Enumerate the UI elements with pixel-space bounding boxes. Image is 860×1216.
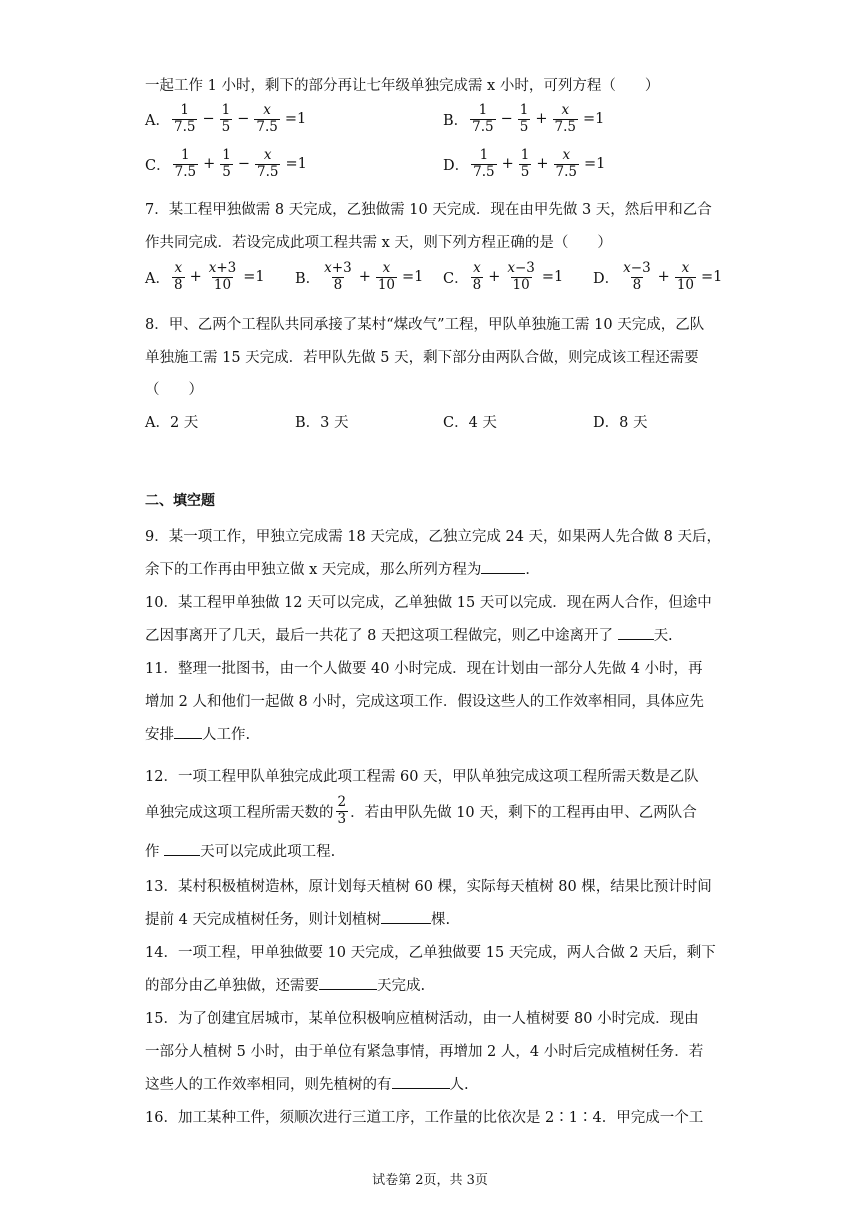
- fraction-numerator: x+3: [324, 260, 352, 276]
- q15-answer-blank[interactable]: [392, 1076, 450, 1089]
- q14-line2: [145, 974, 425, 995]
- fraction-numerator: x: [263, 102, 271, 118]
- fraction-numerator: x: [562, 147, 571, 163]
- operator: −: [202, 111, 215, 128]
- fraction-denominator: 8: [333, 276, 343, 293]
- q7-option-a[interactable]: [145, 261, 268, 293]
- q9-answer-blank[interactable]: [481, 561, 525, 574]
- option-label: C．: [145, 157, 171, 174]
- fraction-denominator: 7.5: [174, 163, 197, 180]
- operator: −: [237, 156, 250, 173]
- fraction: [173, 148, 198, 180]
- q13-answer-blank[interactable]: [381, 911, 431, 924]
- q12-text-end: 天可以完成此项工程.: [200, 844, 336, 860]
- fraction-numerator: x: [382, 260, 391, 276]
- q12-fraction: [336, 795, 349, 827]
- q8-line2: 单独施工需 15 天完成．若甲队先做 5 天，剩下部分由两队合做，则完成该工程还需要: [145, 350, 699, 366]
- equation-rhs: =1: [285, 156, 307, 173]
- fraction-numerator: 1: [520, 147, 530, 163]
- q8-option-d[interactable]: D．8 天: [593, 415, 648, 431]
- operator: +: [203, 156, 216, 173]
- q15-line2: 一部分人植树 5 小时，由于单位有紧急事情，再增加 2 人，4 小时后完成植树任务．若: [145, 1044, 704, 1060]
- fraction: [553, 103, 578, 135]
- q10-text-end: 天.: [653, 628, 673, 644]
- fraction: [519, 148, 532, 180]
- fraction: [322, 261, 354, 293]
- operator: +: [488, 269, 501, 286]
- fraction-numerator: x−3: [623, 260, 651, 276]
- operator: +: [189, 269, 202, 286]
- q9-line1: 9．某一项工作，甲独立完成需 18 天完成，乙独立完成 24 天，如果两人先合做 8 天后，: [145, 529, 722, 545]
- page-footer: 试卷第 2页，共 3页: [372, 1173, 488, 1188]
- section-heading-fill-blank: 二、填空题: [145, 493, 215, 509]
- q10-line2: [145, 624, 673, 645]
- fraction-numerator: x: [263, 147, 272, 163]
- fraction-denominator: 7.5: [257, 163, 279, 180]
- equation-rhs: =1: [541, 269, 564, 286]
- fraction-numerator: 1: [180, 102, 190, 118]
- fraction-denominator: 8: [173, 276, 183, 293]
- fraction: [172, 261, 185, 293]
- q9-line2: [145, 558, 540, 579]
- fraction-numerator: 1: [221, 102, 231, 118]
- operator: −: [500, 111, 513, 128]
- fraction-denominator: 10: [377, 276, 396, 293]
- q11-answer-blank[interactable]: [174, 726, 202, 739]
- fraction-denominator: 7.5: [473, 163, 495, 180]
- fraction-denominator: 10: [512, 276, 530, 293]
- fraction: [471, 148, 496, 180]
- fraction-denominator: 8: [472, 276, 482, 293]
- option-label: A．: [145, 270, 170, 287]
- fraction: [621, 261, 653, 293]
- equation-rhs: =1: [583, 111, 605, 128]
- operator: +: [657, 269, 670, 286]
- q15-text-end: 人.: [449, 1077, 469, 1093]
- equation-rhs: =1: [584, 156, 606, 173]
- q12-frac-den: 3: [337, 810, 347, 827]
- equation-rhs: =1: [284, 111, 307, 128]
- equation-rhs: =1: [243, 269, 265, 286]
- fraction: [255, 148, 280, 180]
- option-label: C．: [443, 270, 469, 287]
- q16-line1: 16．加工某种工件，须顺次进行三道工序，工作量的比依次是 2∶1∶4．甲完成一个工: [145, 1110, 704, 1126]
- q12-text-start: 作: [145, 844, 165, 860]
- fraction: [675, 261, 696, 293]
- fraction-denominator: 7.5: [472, 118, 494, 135]
- q10-answer-blank[interactable]: [618, 627, 654, 640]
- q14-text-end: 天完成.: [377, 978, 426, 994]
- q14-text: 的部分由乙单独做，还需要: [145, 978, 319, 994]
- q13-line1: 13．某村积极植树造林，原计划每天植树 60 棵，实际每天植树 80 棵，结果比预计时间: [145, 879, 712, 895]
- fraction-numerator: x: [681, 260, 690, 276]
- q14-answer-blank[interactable]: [319, 977, 377, 990]
- q11-text: 安排: [145, 727, 174, 743]
- fraction-numerator: 1: [181, 147, 190, 163]
- fraction-numerator: 1: [478, 102, 488, 118]
- q13-text: 提前 4 天完成植树任务，则计划植树: [145, 912, 381, 928]
- fraction: [220, 148, 233, 180]
- q12-line3: [145, 840, 335, 861]
- q8-option-b[interactable]: B．3 天: [295, 415, 349, 431]
- q11-line2: 增加 2 人和他们一起做 8 小时，完成这项工作．假设这些人的工作效率相同，具体应先: [145, 694, 704, 710]
- fraction: [518, 103, 531, 135]
- q12-line2: [145, 795, 697, 827]
- q8-line3: （ ）: [145, 382, 203, 398]
- fraction-denominator: 7.5: [554, 118, 577, 135]
- q9-text-end: ．: [525, 562, 540, 578]
- q9-text: 余下的工作再由甲独立做 x 天完成，那么所列方程为: [145, 562, 482, 578]
- option-label: D．: [593, 270, 620, 287]
- q8-line1: 8．甲、乙两个工程队共同承接了某村“煤改气”工程，甲队单独施工需 10 天完成，乙队: [145, 317, 705, 333]
- fraction: [172, 103, 197, 135]
- option-label: D．: [443, 157, 470, 174]
- fraction-numerator: x: [473, 260, 481, 276]
- fraction-denominator: 7.5: [555, 163, 578, 180]
- q7-option-b[interactable]: [295, 261, 426, 293]
- q12-text-mid: ．若由甲队先做 10 天，剩下的工程再由甲、乙两队合: [350, 804, 697, 821]
- q15-line3: [145, 1073, 469, 1094]
- fraction-denominator: 8: [632, 276, 642, 293]
- q7-line2: 作共同完成．若设完成此项工程共需 x 天，则下列方程正确的是（ ）: [145, 235, 612, 251]
- q15-line1: 15．为了创建宜居城市，某单位积极响应植树活动，由一人植树要 80 小时完成．现由: [145, 1011, 699, 1027]
- fraction-numerator: x+3: [208, 260, 237, 276]
- q13-text-end: 棵.: [430, 912, 451, 928]
- fraction-denominator: 10: [213, 276, 232, 293]
- operator: +: [501, 156, 514, 173]
- fraction-denominator: 5: [222, 163, 231, 180]
- q15-text: 这些人的工作效率相同，则先植树的有: [145, 1077, 392, 1093]
- fraction-denominator: 7.5: [256, 118, 278, 135]
- fraction-numerator: 1: [479, 147, 489, 163]
- fraction: [220, 103, 233, 135]
- fraction: [471, 261, 484, 293]
- operator: +: [358, 269, 371, 286]
- q6-stem-tail: 一起工作 1 小时，剩下的部分再让七年级单独完成需 x 小时，可列方程（ ）: [145, 78, 660, 94]
- q11-line3: [145, 723, 250, 744]
- fraction-denominator: 10: [676, 276, 695, 293]
- q11-text-end: 人工作.: [202, 727, 251, 743]
- operator: +: [536, 156, 549, 173]
- q12-frac-num: 2: [337, 794, 347, 810]
- q11-line1: 11．整理一批图书，由一个人做要 40 小时完成．现在计划由一部分人先做 4 小时，再: [145, 661, 703, 677]
- fraction: [470, 103, 495, 135]
- q6-option-c[interactable]: [145, 148, 310, 180]
- fraction-numerator: x: [174, 260, 183, 276]
- fraction-numerator: 1: [519, 102, 529, 118]
- q13-line2: [145, 908, 450, 929]
- equation-rhs: =1: [402, 269, 424, 286]
- q7-line1: 7．某工程甲独做需 8 天完成，乙独做需 10 天完成．现在由甲先做 3 天，然后甲和乙合: [145, 202, 712, 218]
- q12-line1: 12．一项工程甲队单独完成此项工程需 60 天，甲队单独完成这项工程所需天数是乙队: [145, 769, 699, 785]
- q10-text: 乙因事离开了几天，最后一共花了 8 天把这项工程做完，则乙中途离开了: [145, 628, 618, 644]
- q10-line1: 10．某工程甲单独做 12 天可以完成，乙单独做 15 天可以完成．现在两人合作，但途中: [145, 595, 712, 611]
- q14-line1: 14．一项工程，甲单独做要 10 天完成，乙单独做要 15 天完成，两人合做 2 天后，剩下: [145, 945, 716, 961]
- q8-option-a[interactable]: A．2 天: [145, 415, 199, 431]
- operator: +: [535, 111, 548, 128]
- fraction-numerator: 1: [222, 147, 231, 163]
- q6-option-a[interactable]: [145, 103, 309, 135]
- q6-option-d[interactable]: [443, 148, 608, 180]
- fraction: [207, 261, 239, 293]
- q12-text: 单独完成这项工程所需天数的: [145, 804, 334, 821]
- option-label: B．: [295, 270, 321, 287]
- fraction-denominator: 5: [520, 163, 530, 180]
- fraction-denominator: 7.5: [173, 118, 196, 135]
- operator: −: [237, 111, 250, 128]
- option-label: A．: [145, 112, 170, 129]
- equation-rhs: =1: [701, 269, 723, 286]
- fraction-numerator: x−3: [507, 260, 535, 276]
- fraction-numerator: x: [561, 102, 570, 118]
- option-label: B．: [443, 112, 469, 129]
- fraction: [254, 103, 279, 135]
- fraction-denominator: 5: [519, 118, 529, 135]
- fraction-denominator: 5: [221, 118, 231, 135]
- q7-option-c[interactable]: [443, 261, 566, 293]
- fraction: [554, 148, 579, 180]
- q7-option-d[interactable]: [593, 261, 725, 293]
- q6-option-b[interactable]: [443, 103, 607, 135]
- q12-answer-blank[interactable]: [164, 843, 200, 856]
- q8-option-c[interactable]: C．4 天: [443, 415, 497, 431]
- fraction: [376, 261, 397, 293]
- fraction: [505, 261, 537, 293]
